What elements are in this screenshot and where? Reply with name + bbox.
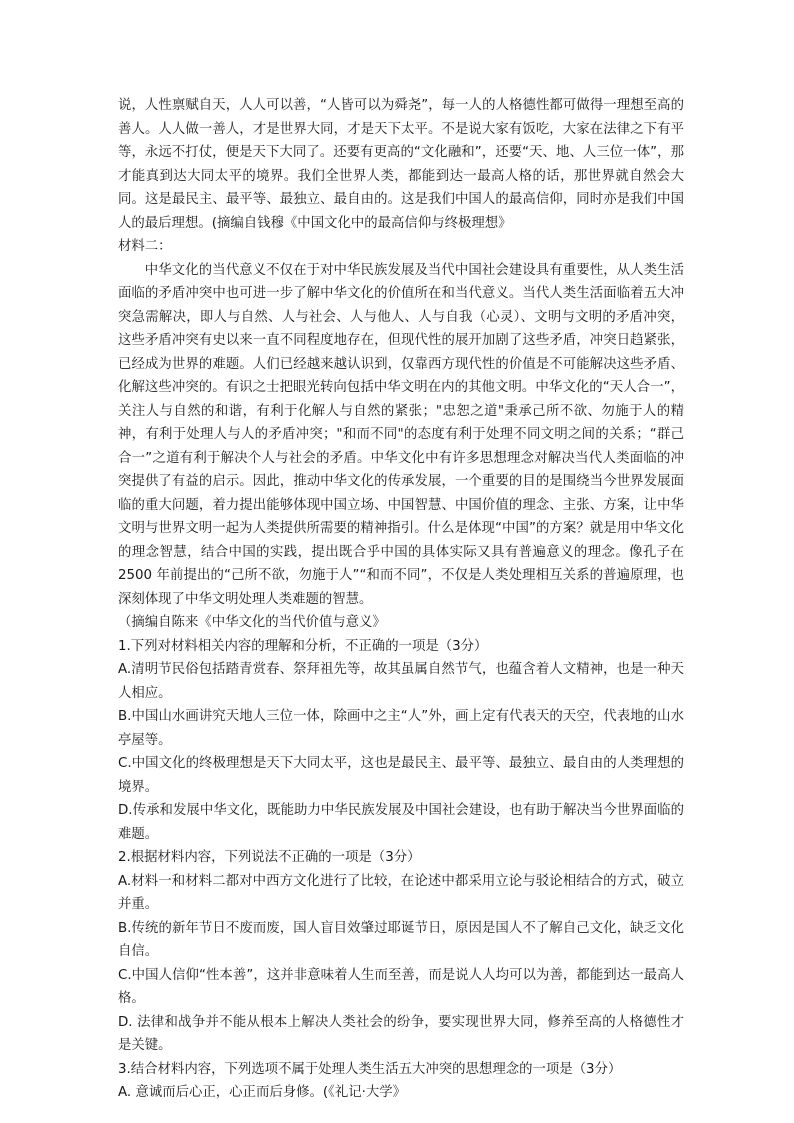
material2-source: （摘编自陈来《中华文化的当代价值与意义》	[118, 615, 386, 630]
material2-heading: 材料二：	[118, 239, 172, 254]
question-2-option-b: B.传统的新年节日不废而废，国人盲目效肇过耶诞节日，原因是国人不了解自己文化，缺乏文化自信。	[118, 920, 684, 959]
question-1-option-a: A.清明节民俗包括踏青赏春、祭拜祖先等，故其虽属自然节气，也蕴含着人文精神，也是一种天人相应。	[118, 662, 684, 701]
question-1-stem: 1.下列对材料相关内容的理解和分析，不正确的一项是（3分）	[118, 638, 488, 654]
material2-body: 中华文化的当代意义不仅在于对中华民族发展及当代中国社会建设具有重要性，从人类生活面临的矛盾冲突中也可进一步了解中华文化的价值所在和当代意义。当代人类生活面临着五大冲突急需解决，即人与自然、人与社会、人与他人、人与自我（心灵）、文明与文明的矛盾冲突，这些矛盾冲突有史以来一直不同程度地存在，但现代性的展开加剧了这些矛盾，冲突日趋紧张，已经成为世界的难题。人们已经越来越认识到，仅靠西方现代性的价值是不可能解决这些矛盾、化解这些冲突的。有识之士把眼光转向包括中华文明在内的其他文明。中华文化的“天人合一”，关注人与自然的和谐，有利于化解人与自然的紧张；"忠恕之道"秉承己所不欲、勿施于人的精神，有利于处理人与人的矛盾冲突；"和而不同"的态度有利于处理不同文明之间的关系；“群己合一”之道有利于解决个人与社会的矛盾。中华文化中有许多思想理念对解决当代人类面临的冲突提供了有益的启示。因此，推动中华文化的传承发展，一个重要的目的是围绕当今世界发展面临的重大问题，着力提出能够体现中国立场、中国智慧、中国价值的理念、主张、方案，让中华文明与世界文明一起为人类提供所需要的精神指引。什么是体现“中国”的方案？就是用中华文化的理念智慧，结合中国的实践，提出既合乎中国的具体实际又具有普遍意义的理念。像孔子在 2500 年前提出的“己所不欲，勿施于人”“和而不同”，不仅是人类处理相互关系的普遍原理，也深刻体现了中华文明处理人类难题的智慧。	[118, 262, 684, 607]
question-1-option-d: D.传承和发展中华文化，既能助力中华民族发展及中国社会建设，也有助于解决当今世界面临的难题。	[118, 803, 684, 842]
question-2-stem: 2.根据材料内容，下列说法不正确的一项是（3分）	[118, 850, 421, 865]
reading-passage	[118, 94, 684, 1105]
question-1-option-b: B.中国山水画讲究天地人三位一体，除画中之主“人”外，画上定有代表天的天空，代表地的山水亭屋等。	[118, 709, 684, 748]
material1-tail: 说，人性禀赋自天，人人可以善，“人皆可以为舜尧”，每一人的人格德性都可做得一理想至高的善人。人人做一善人，才是世界大同，才是天下太平。不是说大家有饭吃，大家在法律之下有平等，永远不打仗，便是天下大同了。还要有更高的“文化融和”，还要“天、地、人三位一体”，那才能真到达大同太平的境界。我们全世界人类，都能到达一最高人格的话，那世界就自然会大同。这是最民主、最平等、最独立、最自由的。这是我们中国人的最高信仰，同时亦是我们中国人的最后理想。(摘编自钱穆《中国文化中的最高信仰与终极理想》	[118, 98, 684, 231]
question-2-option-d: D. 法律和战争并不能从根本上解决人类社会的纷争，要实现世界大同，修养至高的人格德性才是关键。	[118, 1014, 684, 1053]
question-1-option-c: C.中国文化的终极理想是天下大同太平，这也是最民主、最平等、最独立、最自由的人类理想的境界。	[118, 756, 684, 795]
question-2-option-c: C.中国人信仰“性本善”，这并非意味着人生而至善，而是说人人均可以为善，都能到达一最高人格。	[118, 967, 684, 1006]
question-3-option-a: A. 意诚而后心正，心正而后身修。(《礼记·大学》	[118, 1085, 407, 1100]
question-2-option-a: A.材料一和材料二都对中西方文化进行了比较，在论述中都采用立论与驳论相结合的方式，破立并重。	[118, 873, 684, 912]
question-3-stem: 3.结合材料内容，下列选项不属于处理人类生活五大冲突的思想理念的一项是（3分）	[118, 1061, 622, 1077]
